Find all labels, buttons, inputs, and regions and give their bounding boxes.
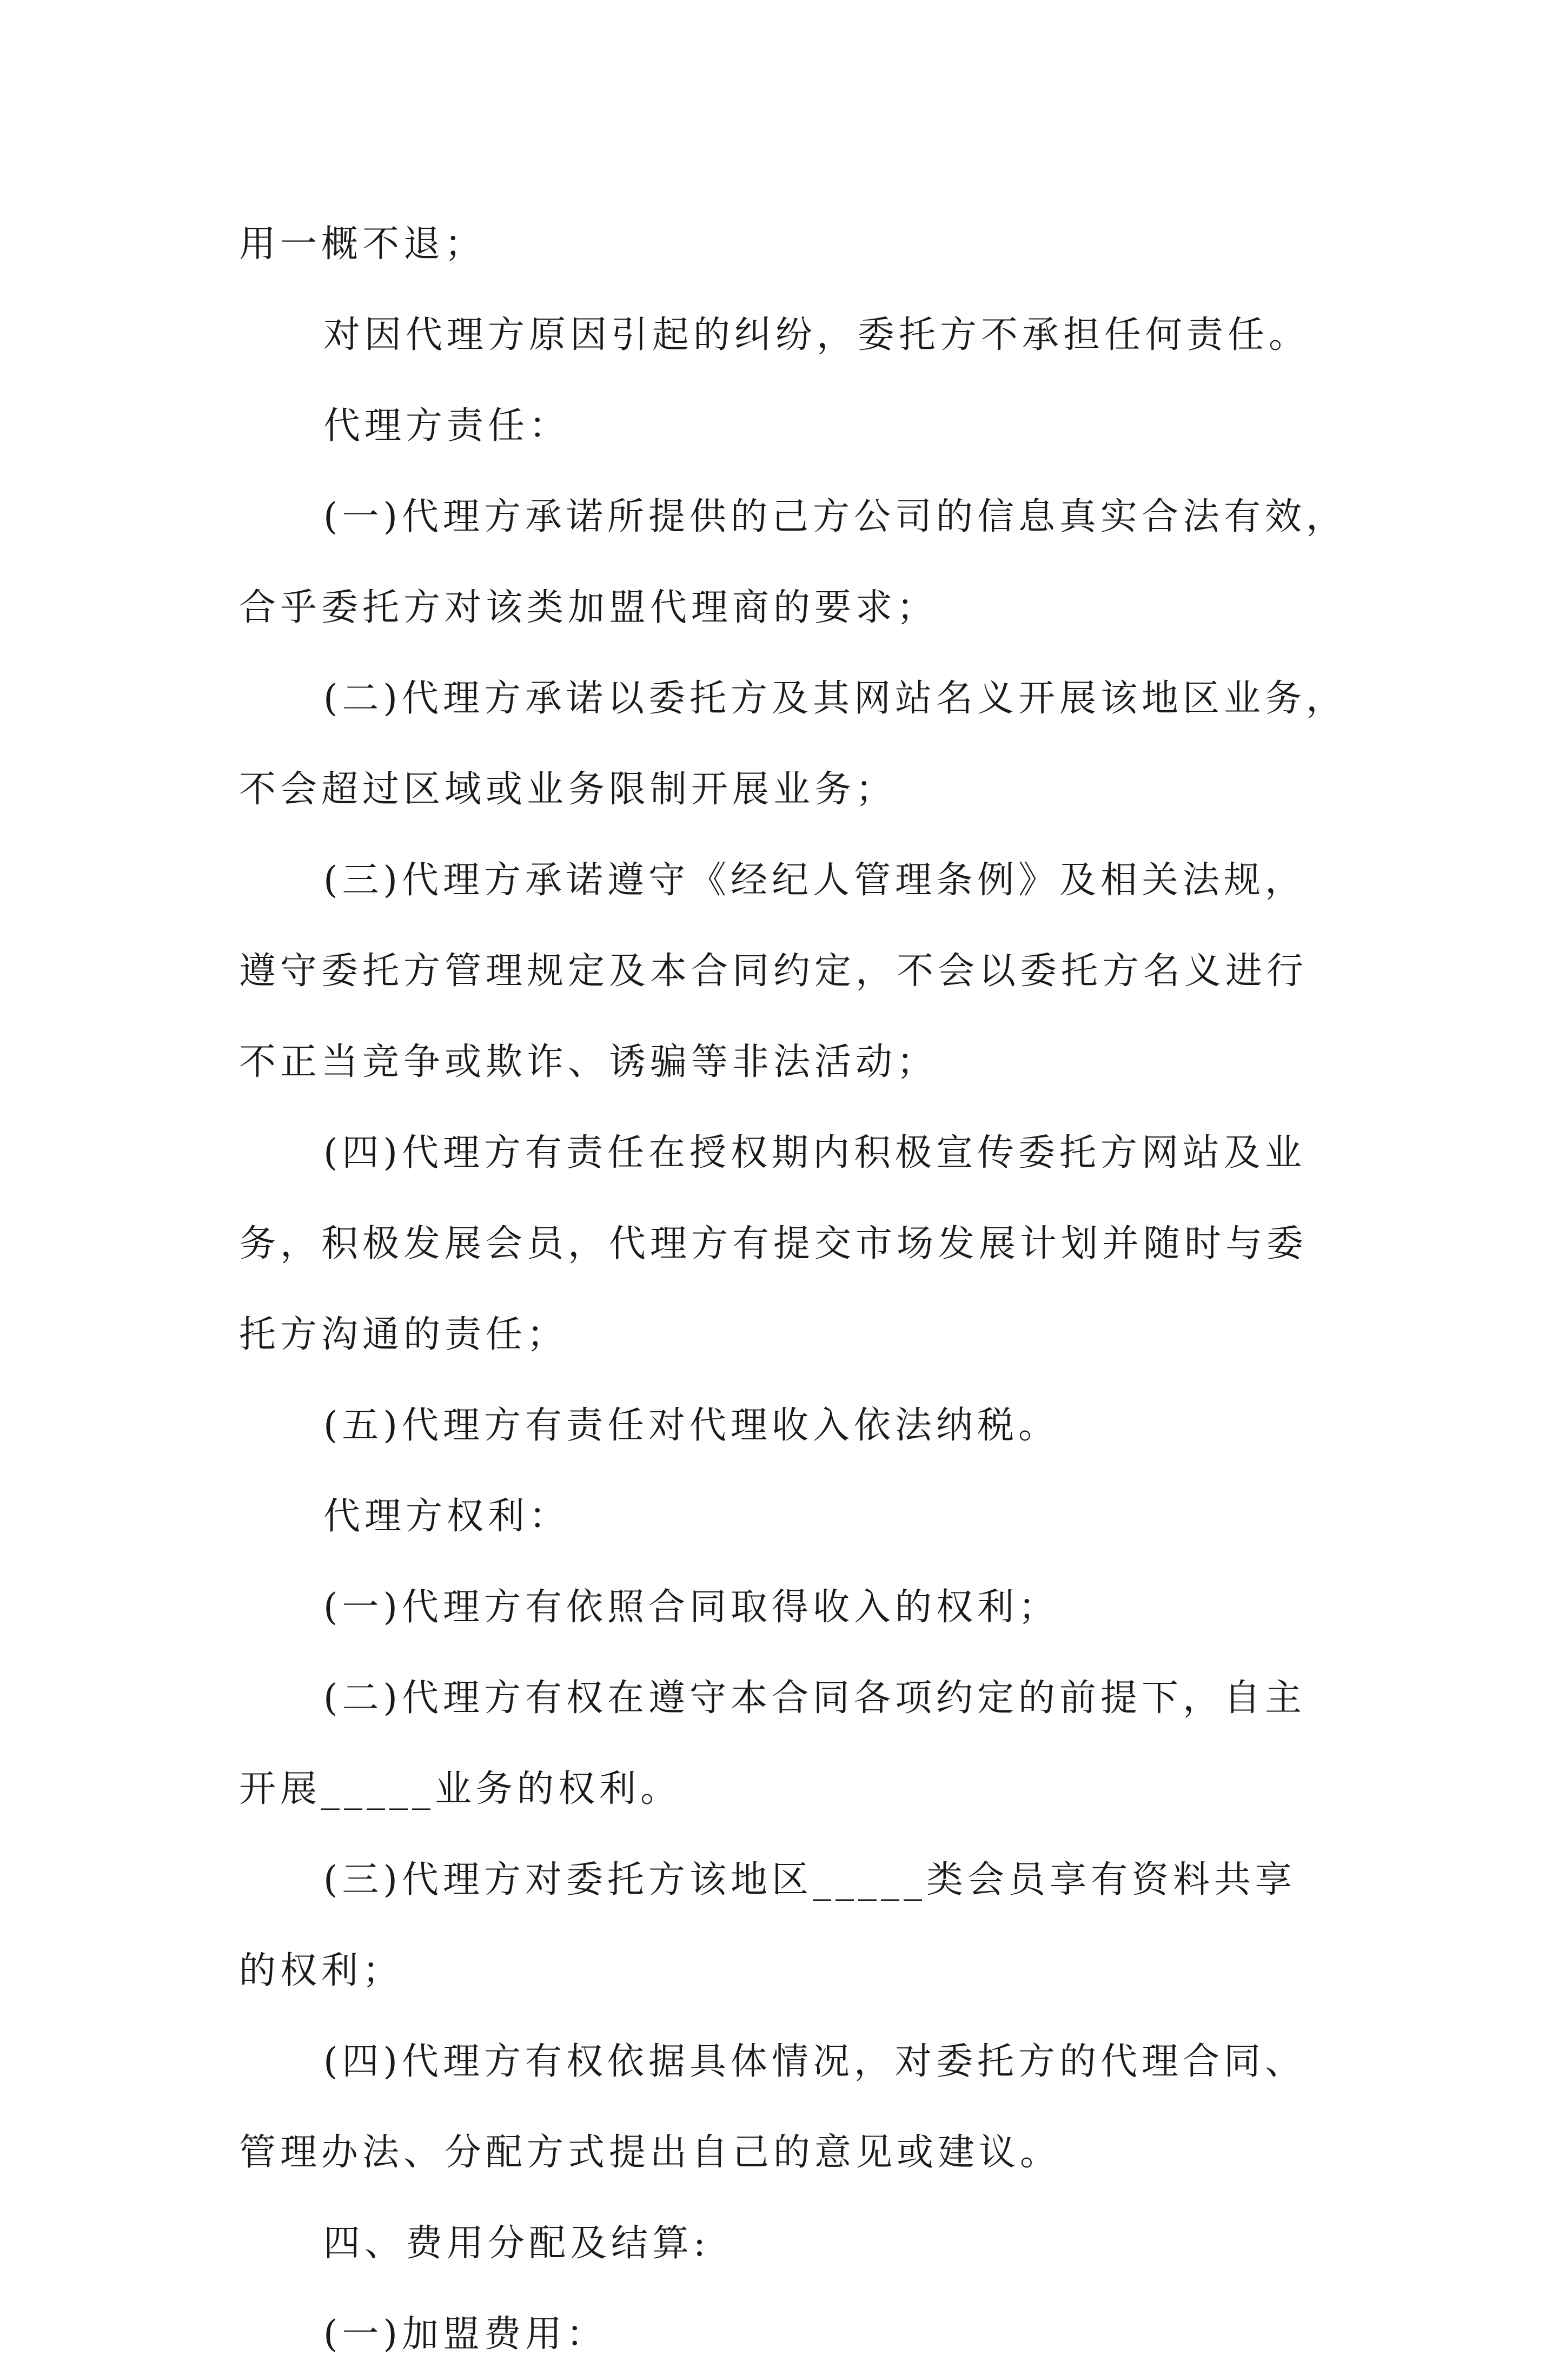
text-line: 托方沟通的责任； (239, 1313, 568, 1356)
text-line: 的权利； (239, 1949, 404, 1992)
text-line: 不会超过区域或业务限制开展业务； (239, 768, 897, 811)
text-line: (二)代理方有权在遵守本合同各项约定的前提下，自主 (323, 1677, 1307, 1720)
text-line: (三)代理方承诺遵守《经纪人管理条例》及相关法规， (323, 859, 1307, 902)
text-line: (二)代理方承诺以委托方及其网站名义开展该地区业务， (323, 677, 1348, 720)
text-line: (三)代理方对委托方该地区_____类会员享有资料共享 (323, 1859, 1297, 1901)
text-line: (一)代理方承诺所提供的己方公司的信息真实合法有效， (323, 495, 1348, 538)
text-line: (一)代理方有依照合同取得收入的权利； (323, 1586, 1060, 1629)
section-heading: 代理方权利： (323, 1495, 571, 1538)
document-body (239, 199, 1348, 2380)
text-line: (五)代理方有责任对代理收入依法纳税。 (323, 1404, 1060, 1447)
text-line: 管理办法、分配方式提出自己的意见或建议。 (239, 2131, 1062, 2174)
text-line: (四)代理方有责任在授权期内积极宣传委托方网站及业 (323, 1132, 1307, 1174)
section-heading: 四、费用分配及结算: (323, 2222, 710, 2265)
text-line: 合乎委托方对该类加盟代理商的要求； (239, 586, 938, 629)
text-line: 开展_____业务的权利。 (239, 1768, 682, 1810)
text-line: 务，积极发展会员，代理方有提交市场发展计划并随时与委 (239, 1222, 1308, 1265)
text-line: (四)代理方有权依据具体情况，对委托方的代理合同、 (323, 2040, 1307, 2083)
text-line: 遵守委托方管理规定及本合同约定，不会以委托方名义进行 (239, 950, 1308, 993)
text-line: (一)加盟费用： (323, 2313, 608, 2356)
text-line: 不正当竞争或欺诈、诱骗等非法活动； (239, 1041, 938, 1083)
text-line: 用一概不退； (239, 223, 486, 266)
section-heading: 代理方责任： (323, 405, 571, 447)
text-line: 对因代理方原因引起的纠纷，委托方不承担任何责任。 (323, 314, 1310, 356)
